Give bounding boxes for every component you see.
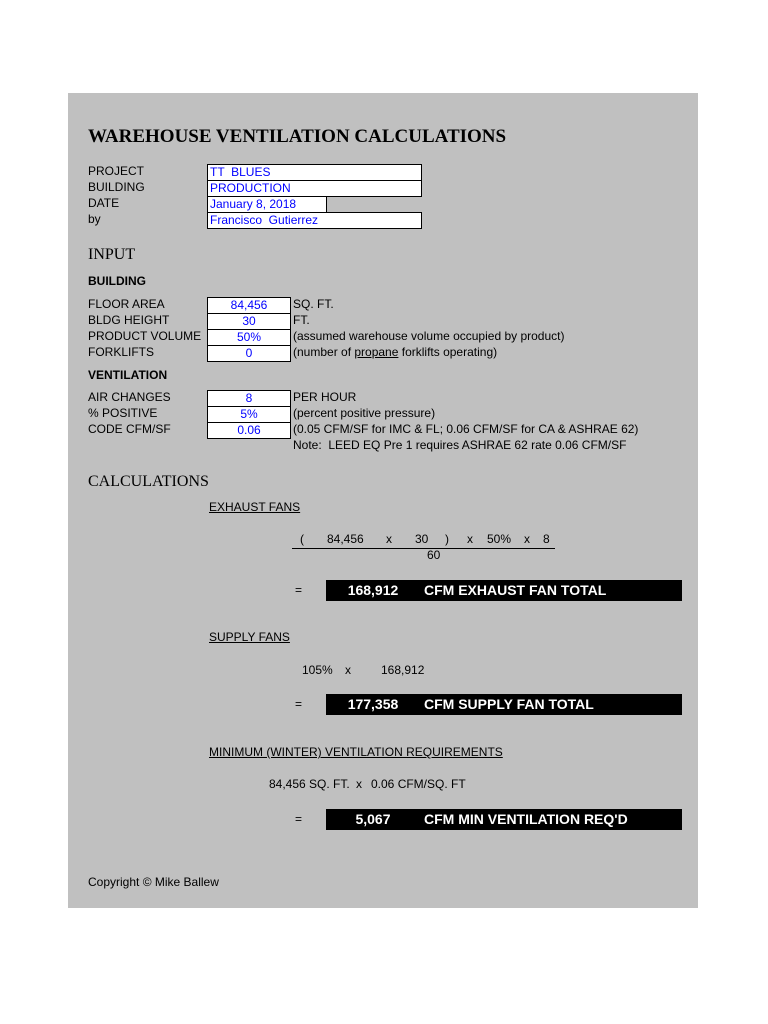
formula-times-operator: x [386,532,392,546]
product-volume-row [0,328,768,344]
product-volume-field[interactable]: 50% [207,329,291,346]
formula-floor-area: 84,456 [327,532,364,546]
floor-area-unit: SQ. FT. [293,297,334,311]
formula-open-paren: ( [300,532,304,546]
product-volume-note: (assumed warehouse volume occupied by product) [293,329,565,343]
project-value-field[interactable]: TT BLUES [207,164,422,181]
forklifts-label: FORKLIFTS [88,345,155,359]
author-label: by [88,212,101,226]
code-cfm-sf-label: CODE CFM/SF [88,422,171,436]
exhaust-fans-heading: EXHAUST FANS [209,500,301,514]
building-name-row [0,179,768,195]
author-field[interactable]: Francisco Gutierrez [207,212,422,229]
supply-result-value: 177,358 [347,696,399,712]
formula-air-changes: 8 [543,532,550,546]
formula-times-operator: x [524,532,530,546]
supply-result-label: CFM SUPPLY FAN TOTAL [424,696,594,712]
floor-area-field[interactable]: 84,456 [207,297,291,314]
exhaust-result-bar [326,580,682,601]
supply-times-operator: x [345,663,351,677]
air-changes-unit: PER HOUR [293,390,357,404]
minimum-floor-area: 84,456 SQ. FT. [269,777,350,791]
forklifts-note-propane: propane [354,345,399,359]
air-changes-label: AIR CHANGES [88,390,171,404]
exhaust-result-label: CFM EXHAUST FAN TOTAL [424,582,607,598]
air-changes-row [0,389,768,405]
exhaust-result-value: 168,912 [347,582,399,598]
forklifts-note-suffix: forklifts operating) [398,345,498,359]
input-section-heading: INPUT [88,246,136,263]
minimum-result-bar [326,809,682,830]
supply-percent: 105% [302,663,333,677]
bldg-height-row [0,312,768,328]
percent-positive-note: (percent positive pressure) [293,406,436,420]
minimum-equals-sign: = [295,812,303,826]
date-row [0,195,768,211]
formula-product-volume: 50% [487,532,512,546]
bldg-height-label: BLDG HEIGHT [88,313,170,327]
percent-positive-row [0,405,768,421]
project-label: PROJECT [88,164,145,178]
calculations-section-heading: CALCULATIONS [88,473,209,490]
bldg-height-unit: FT. [293,313,310,327]
supply-equals-sign: = [295,697,303,711]
code-cfm-sf-note: (0.05 CFM/SF for IMC & FL; 0.06 CFM/SF for CA & ASHRAE 62) [293,422,639,436]
floor-area-row [0,296,768,312]
building-subheading: BUILDING [88,274,146,288]
forklifts-field[interactable]: 0 [207,345,291,362]
date-field[interactable]: January 8, 2018 [207,196,327,213]
bldg-height-field[interactable]: 30 [207,313,291,330]
project-row [0,163,768,179]
date-label: DATE [88,196,120,210]
building-name-field[interactable]: PRODUCTION [207,180,422,197]
fraction-bar [292,548,555,549]
ventilation-subheading: VENTILATION [88,368,168,382]
formula-height: 30 [415,532,429,546]
leed-note: Note: LEED EQ Pre 1 requires ASHRAE 62 rate 0.06 CFM/SF [293,438,627,452]
formula-times-operator: x [467,532,473,546]
minimum-rate: 0.06 CFM/SQ. FT [371,777,466,791]
minimum-result-value: 5,067 [355,811,391,827]
percent-positive-label: % POSITIVE [88,406,158,420]
author-row [0,211,768,227]
page-title: WAREHOUSE VENTILATION CALCULATIONS [88,126,507,147]
building-name-label: BUILDING [88,180,145,194]
copyright-notice: Copyright © Mike Ballew [88,875,219,889]
product-volume-label: PRODUCT VOLUME [88,329,202,343]
formula-denominator: 60 [427,548,441,562]
supply-fans-heading: SUPPLY FANS [209,630,290,644]
supply-exhaust-total: 168,912 [381,663,425,677]
formula-close-paren: ) [445,532,449,546]
code-cfm-sf-row [0,421,768,437]
forklifts-note [293,344,497,360]
forklifts-note-prefix: (number of [293,345,355,359]
exhaust-equals-sign: = [295,583,303,597]
minimum-result-label: CFM MIN VENTILATION REQ'D [424,811,628,827]
code-cfm-sf-field[interactable]: 0.06 [207,422,291,439]
supply-result-bar [326,694,682,715]
floor-area-label: FLOOR AREA [88,297,165,311]
air-changes-field[interactable]: 8 [207,390,291,407]
minimum-ventilation-heading: MINIMUM (WINTER) VENTILATION REQUIREMENTS [209,745,503,759]
forklifts-row [0,344,768,360]
minimum-times-operator: x [356,777,362,791]
percent-positive-field[interactable]: 5% [207,406,291,423]
